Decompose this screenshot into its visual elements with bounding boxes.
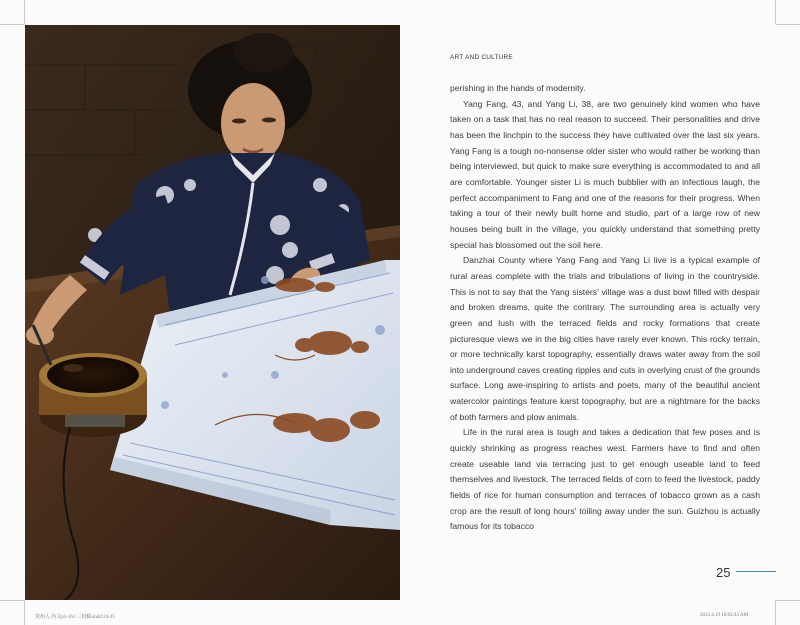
page-number: 25 bbox=[716, 565, 731, 580]
crop-mark bbox=[776, 24, 800, 25]
crop-mark bbox=[776, 600, 800, 601]
folio-rule bbox=[736, 571, 776, 572]
body-paragraph: Danzhai County where Yang Fang and Yang Li live is a typical example of rural areas complete with the trials and tribulations of living in the countryside. This is not to say that the Yang sisters' village was a dust bowl filled with despair and broken dreams, quite the contrary. The surrounding area is actually very green and lush with the terraced fields and rocky formations that create picturesque views we in the big cities have rarely ever known. This rocky terrain, or more technically karst topography, essentially draws water away from the soil into underground caves creating ripples and cuts in overlying crust of the grounds surface. Long awe-inspiring to artists and poets, many of the beautiful ancient watercolor paintings feature karst topography, but are a nightmare for the backs of both farmers and plow animals. bbox=[450, 255, 760, 422]
crop-mark bbox=[24, 0, 25, 24]
body-paragraph: Yang Fang, 43, and Yang Li, 38, are two genuinely kind women who have taken on a task that has no real reason to succeed. Their personalities and drive has been the linchpin to the success they have cultivated over the last six years. Yang Fang is a tough no-nonsense older sister who would rather be working than being interviewed, but quick to make sure everything is accommodated to and all are comfortable. Younger sister Li is much bubblier with an infectious laugh, the perfect accompaniment to Fang and one of the reasons for their progress. When taking a tour of their newly built home and studio, part of a large row of new houses being built in the village, you quickly understand that something pretty special has blossomed out the soil here. bbox=[450, 98, 760, 250]
crop-mark bbox=[775, 600, 776, 625]
crop-mark bbox=[775, 0, 776, 24]
crop-mark bbox=[0, 600, 24, 601]
slug-file-info: 贵州人 内文p1-161 三校稿.indd 24-25 bbox=[35, 615, 115, 620]
slug-timestamp: 2013.4.19 10:02:43 AM bbox=[700, 613, 749, 618]
crop-mark bbox=[24, 600, 25, 625]
body-paragraph: perishing in the hands of modernity. bbox=[450, 83, 586, 93]
body-paragraph: Life in the rural area is tough and takes a dedication that few poses and is quickly shrinking as progress reaches west. Farmers have to find and often create useable land via terracing just to get enough useable land to feed themselves and livestock. The terraced fields of corn to feed the livestock, paddy fields of rice for human consumption and terraces of tobacco grown as a cash crop are the result of long hours' toiling away under the sun. Guizhou is actually famous for its tobacco bbox=[450, 427, 760, 532]
section-label: ART AND CULTURE bbox=[450, 54, 513, 61]
article-body bbox=[450, 81, 760, 535]
batik-artist-photo bbox=[25, 25, 400, 600]
crop-mark bbox=[0, 24, 24, 25]
